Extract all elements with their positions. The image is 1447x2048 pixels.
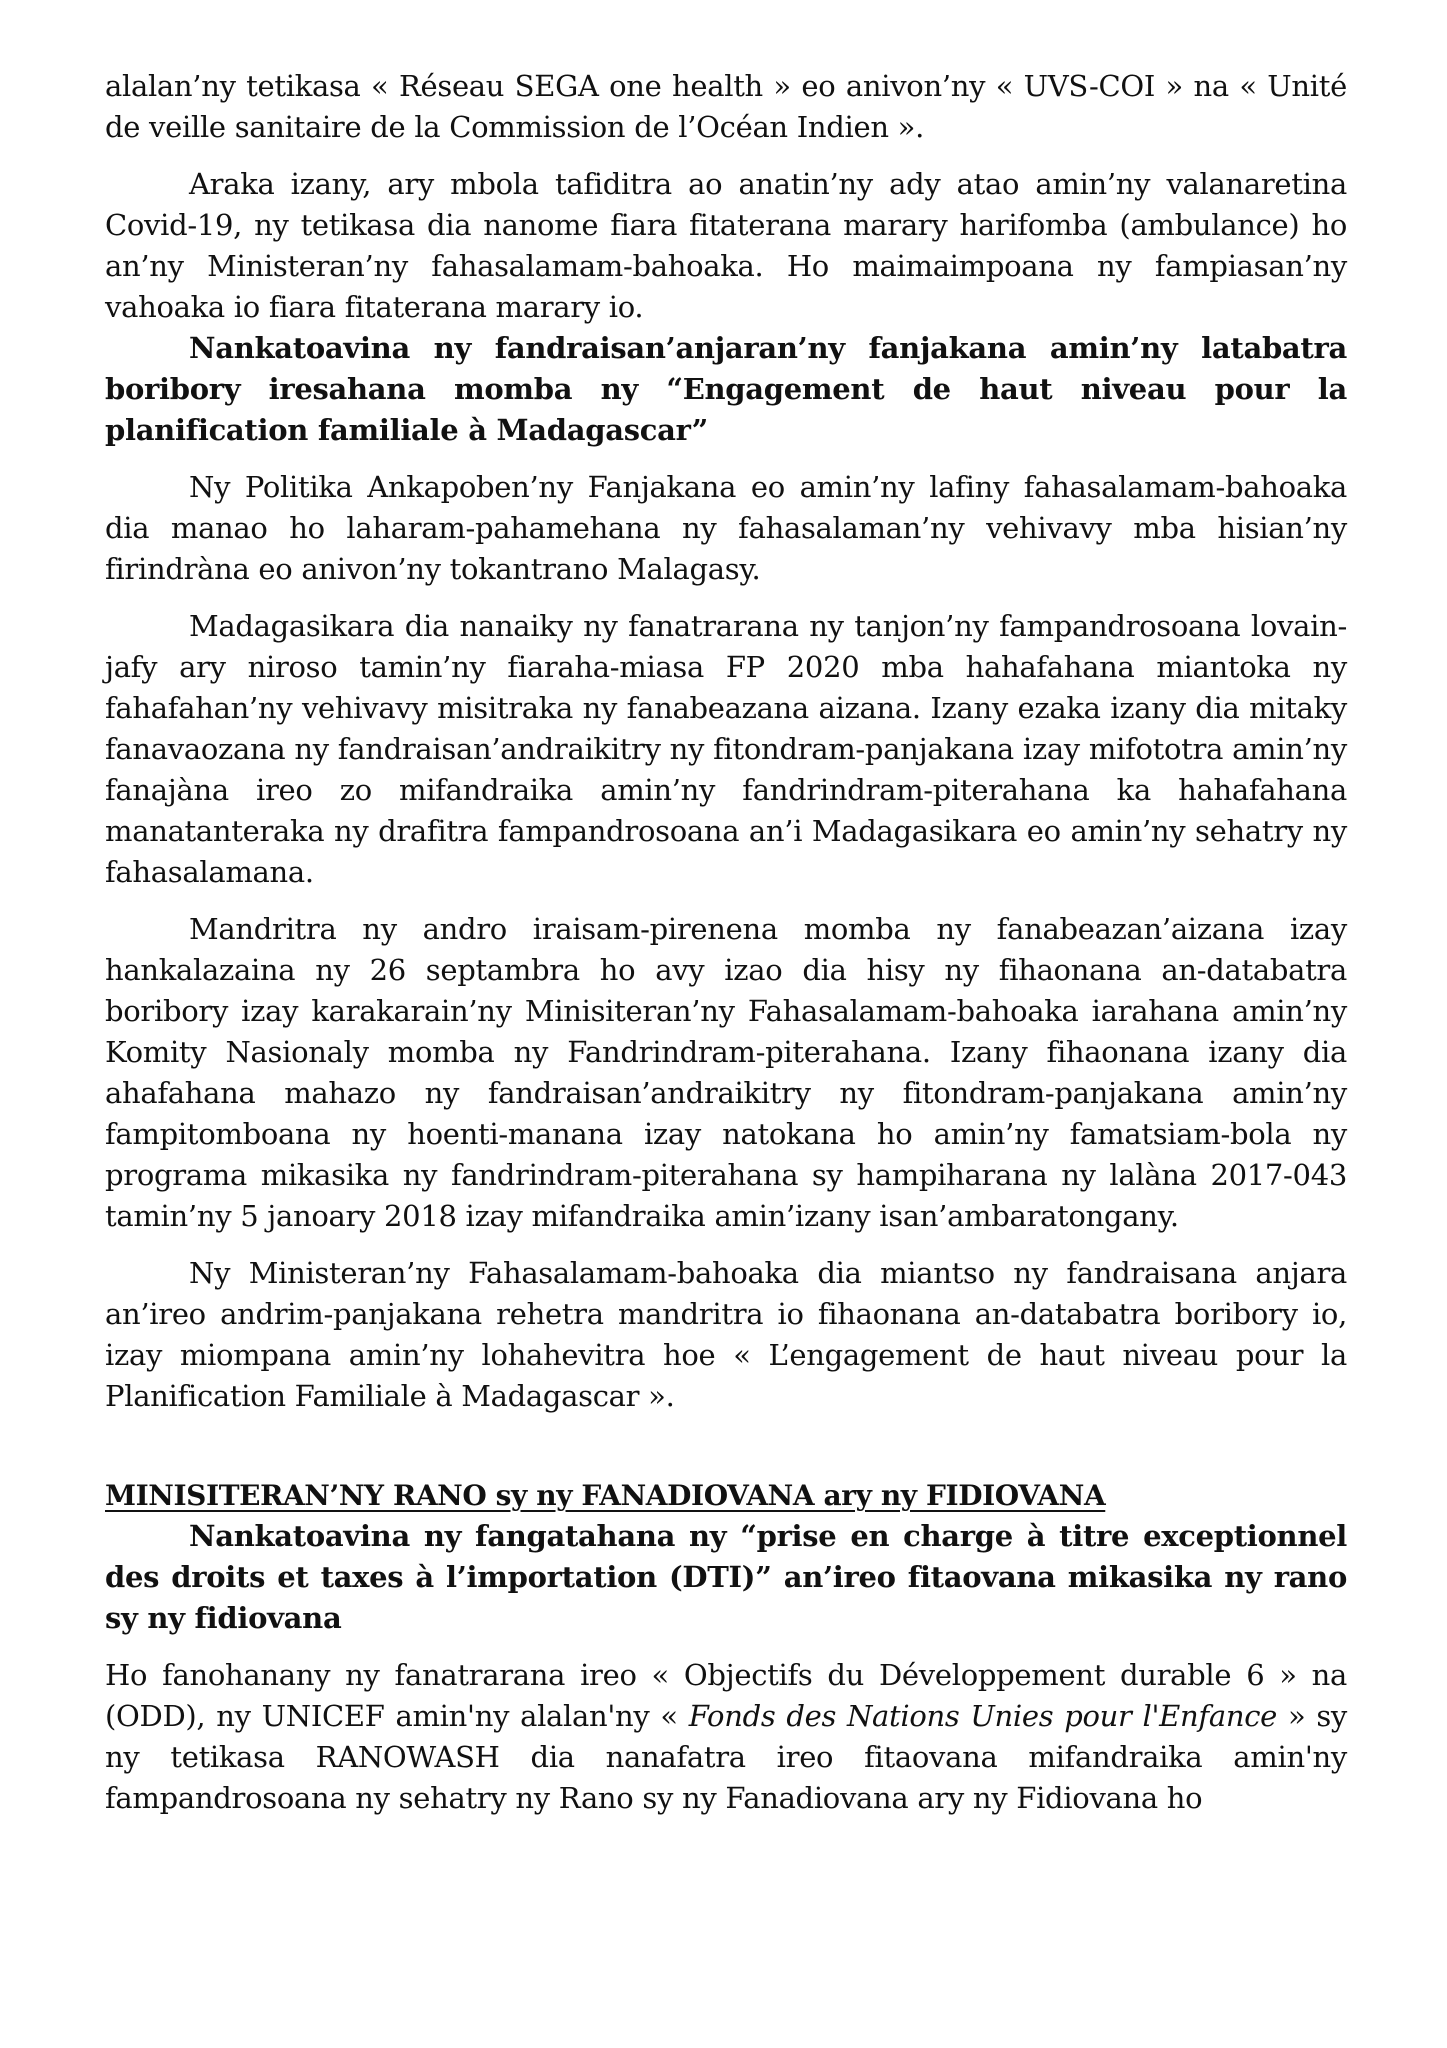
paragraph-unicef-ranowash: [105, 1655, 1347, 1819]
document-page: [105, 66, 1347, 1819]
paragraph-unicef-text-end: » sy ny tetikasa RANOWASH dia nanafatra ireo fitaovana mifandraika amin'ny fampandrosoana ny sehatry ny Rano sy ny Fanadiovana ary ny Fidiovana ho: [105, 1699, 1347, 1815]
paragraph-unicef-text-start: Ho fanohanany ny fanatrarana ireo « Objectifs du Développement durable 6 » na (ODD), ny UNICEF amin'ny alalan'ny «: [105, 1658, 1347, 1733]
paragraph-general-state-policy: Ny Politika Ankapoben’ny Fanjakana eo amin’ny lafiny fahasalamam-bahoaka dia manao ho laharam-pahamehana ny fahasalaman’ny vehivavy mba hisian’ny firindràna eo anivon’ny tokantrano Malagasy.: [105, 470, 1347, 586]
paragraph-sega-one-health: alalan’ny tetikasa « Réseau SEGA one health » eo anivon’ny « UVS-COI » na « Unité de veille sanitaire de la Commission de l’Océan Indien ».: [105, 69, 1347, 144]
heading-dti-exemption: Nankatoavina ny fangatahana ny “prise en charge à titre exceptionnel des droits et taxes à l’importation (DTI)” an’ireo fitaovana mikasika ny rano sy ny fidiovana: [105, 1519, 1347, 1635]
heading-family-planning-engagement: Nankatoavina ny fandraisan’anjaran’ny fanjakana amin’ny latabatra boribory iresahana momba ny “Engagement de haut niveau pour la planification familiale à Madagascar”: [105, 331, 1347, 447]
paragraph-roundtable-event: Mandritra ny andro iraisam-pirenena momba ny fanabeazan’aizana izay hankalazaina ny 26 septambra ho avy izao dia hisy ny fihaonana an-databatra boribory izay karakarain’ny Minisiteran’ny Fahasalamam-bahoaka iarahana amin’ny Komity Nasionaly momba ny Fandrindram-piterahana. Izany fihaonana izany dia ahafahana mahazo ny fandraisan’andraikitry ny fitondram-panjakana amin’ny fampitomboana ny hoenti-manana izay natokana ho amin’ny famatsiam-bola ny programa mikasika ny fandrindram-piterahana sy hampiharana ny lalàna 2017-043 tamin’ny 5 janoary 2018 izay mifandraika amin’izany isan’ambaratongany.: [105, 912, 1347, 1233]
paragraph-ministry-call: Ny Ministeran’ny Fahasalamam-bahoaka dia miantso ny fandraisana anjara an’ireo andrim-panjakana rehetra mandritra io fihaonana an-databatra boribory io, izay miompana amin’ny lohahevitra hoe « L’engagement de haut niveau pour la Planification Familiale à Madagascar ».: [105, 1256, 1347, 1413]
unicef-full-name-italic: Fonds des Nations Unies pour l'Enfance: [688, 1699, 1278, 1733]
section-title-water-ministry: MINISITERAN’NY RANO sy ny FANADIOVANA ary ny FIDIOVANA: [105, 1479, 1106, 1512]
paragraph-ambulance-donation: Araka izany, ary mbola tafiditra ao anatin’ny ady atao amin’ny valanaretina Covid-19, ny tetikasa dia nanome fiara fitaterana marary harifomba (ambulance) ho an’ny Ministeran’ny fahasalamam-bahoaka. Ho maimaimpoana ny fampiasan’ny vahoaka io fiara fitaterana marary io.: [105, 167, 1347, 324]
paragraph-fp2020-commitment: Madagasikara dia nanaiky ny fanatrarana ny tanjon’ny fampandrosoana lovain-jafy ary niroso tamin’ny fiaraha-miasa FP 2020 mba hahafahana miantoka ny fahafahan’ny vehivavy misitraka ny fanabeazana aizana. Izany ezaka izany dia mitaky fanavaozana ny fandraisan’andraikitry ny fitondram-panjakana izay mifototra amin’ny fanajàna ireo zo mifandraika amin’ny fandrindram-piterahana ka hahafahana manatanteraka ny drafitra fampandrosoana an’i Madagasikara eo amin’ny sehatry ny fahasalamana.: [105, 609, 1347, 889]
